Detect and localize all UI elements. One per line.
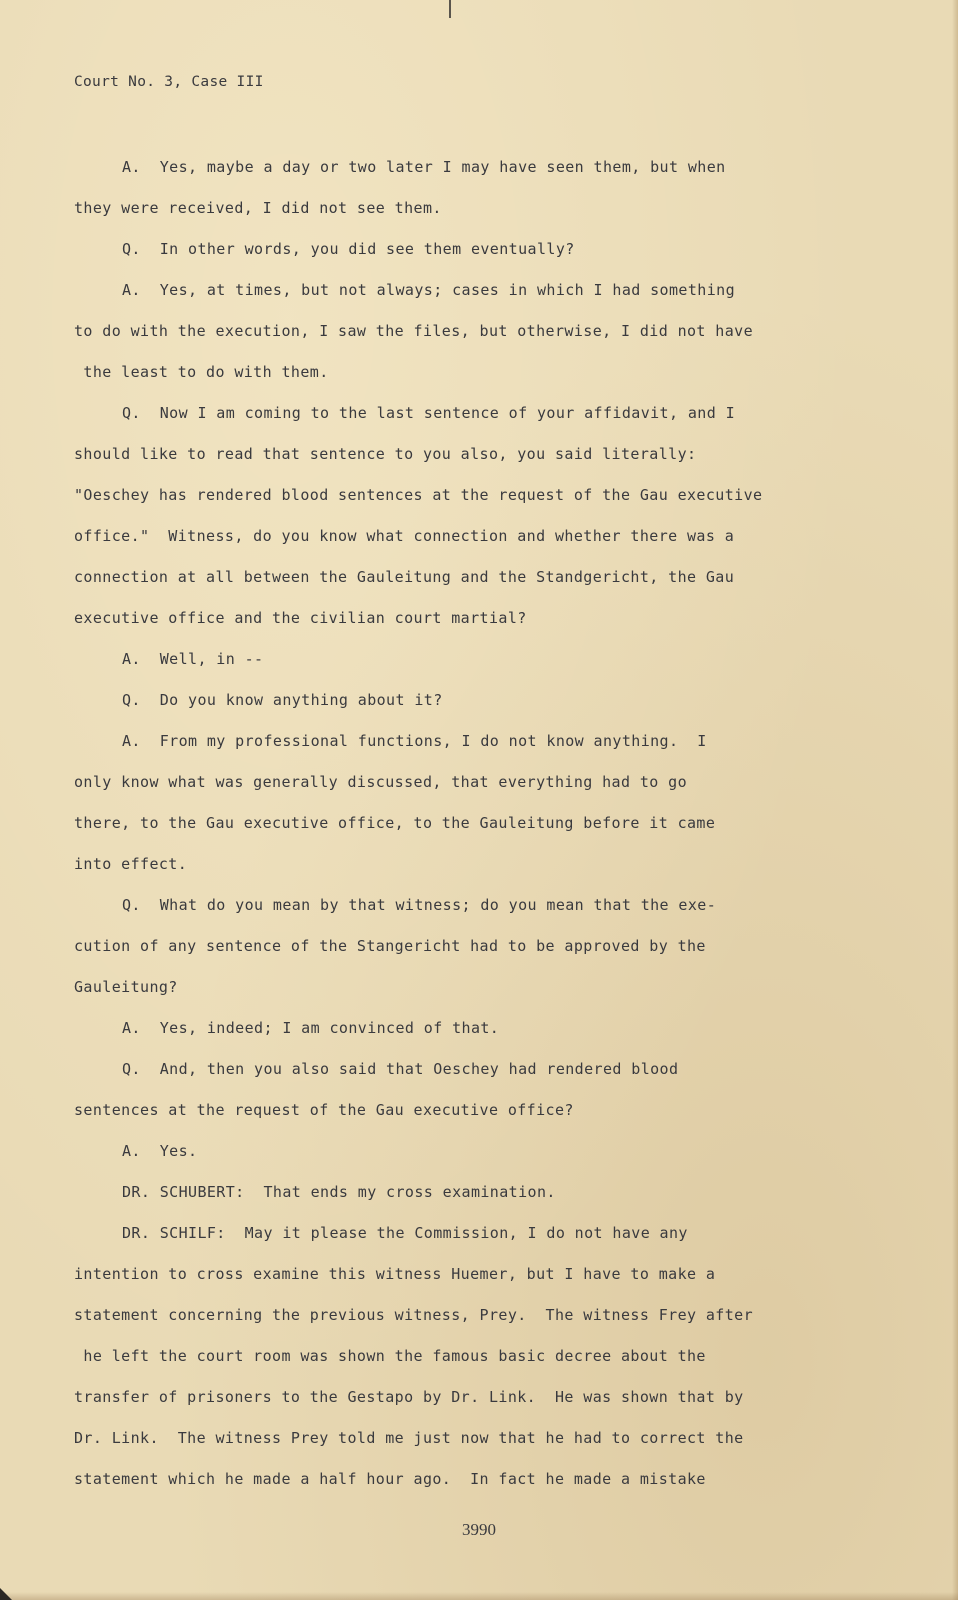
transcript-line: connection at all between the Gauleitung and the Standgericht, the Gau <box>74 568 735 586</box>
page-edge-shadow-right <box>952 0 958 1600</box>
transcript-line: Q. In other words, you did see them eventually? <box>122 240 575 258</box>
transcript-line: Dr. Link. The witness Prey told me just now that he had to correct the <box>74 1429 744 1447</box>
transcript-line: statement concerning the previous witness, Prey. The witness Frey after <box>74 1306 754 1324</box>
transcript-line: should like to read that sentence to you also, you said literally: <box>74 445 697 463</box>
transcript-line: Q. And, then you also said that Oeschey had rendered blood <box>122 1060 679 1078</box>
transcript-line: intention to cross examine this witness Huemer, but I have to make a <box>74 1265 716 1283</box>
transcript-line: Q. What do you mean by that witness; do you mean that the exe- <box>122 896 717 914</box>
transcript-line: A. Well, in -- <box>122 650 264 668</box>
page-number: 3990 <box>462 1520 496 1539</box>
transcript-line: A. Yes, indeed; I am convinced of that. <box>122 1019 500 1037</box>
transcript-line: Q. Do you know anything about it? <box>122 691 443 709</box>
transcript-line: there, to the Gau executive office, to the Gauleitung before it came <box>74 814 716 832</box>
transcript-line: into effect. <box>74 855 188 873</box>
page-edge-shadow-bottom <box>0 1592 958 1600</box>
transcript-line: A. Yes, at times, but not always; cases in which I had something <box>122 281 735 299</box>
transcript-body <box>74 147 844 1500</box>
transcript-line: he left the court room was shown the famous basic decree about the <box>74 1347 706 1365</box>
transcript-line: they were received, I did not see them. <box>74 199 442 217</box>
court-case-header: Court No. 3, Case III <box>74 74 264 90</box>
transcript-line: A. Yes, maybe a day or two later I may have seen them, but when <box>122 158 726 176</box>
transcript-line: "Oeschey has rendered blood sentences at the request of the Gau executive <box>74 486 763 504</box>
transcript-line: DR. SCHUBERT: That ends my cross examination. <box>122 1183 556 1201</box>
transcript-line: DR. SCHILF: May it please the Commission, I do not have any <box>122 1224 688 1242</box>
transcript-line: statement which he made a half hour ago. In fact he made a mistake <box>74 1470 706 1488</box>
transcript-line: Q. Now I am coming to the last sentence of your affidavit, and I <box>122 404 735 422</box>
transcript-line: only know what was generally discussed, that everything had to go <box>74 773 687 791</box>
transcript-line: office." Witness, do you know what connection and whether there was a <box>74 527 735 545</box>
corner-mark <box>0 1588 12 1600</box>
transcript-line: executive office and the civilian court martial? <box>74 609 527 627</box>
transcript-line: the least to do with them. <box>74 363 329 381</box>
transcript-line: A. From my professional functions, I do not know anything. I <box>122 732 707 750</box>
transcript-line: to do with the execution, I saw the files, but otherwise, I did not have <box>74 322 754 340</box>
transcript-line: cution of any sentence of the Stangericht had to be approved by the <box>74 937 706 955</box>
transcript-line: A. Yes. <box>122 1142 198 1160</box>
transcript-line: transfer of prisoners to the Gestapo by Dr. Link. He was shown that by <box>74 1388 744 1406</box>
transcript-line: sentences at the request of the Gau executive office? <box>74 1101 574 1119</box>
transcript-line: Gauleitung? <box>74 978 178 996</box>
top-margin-mark <box>449 0 451 18</box>
